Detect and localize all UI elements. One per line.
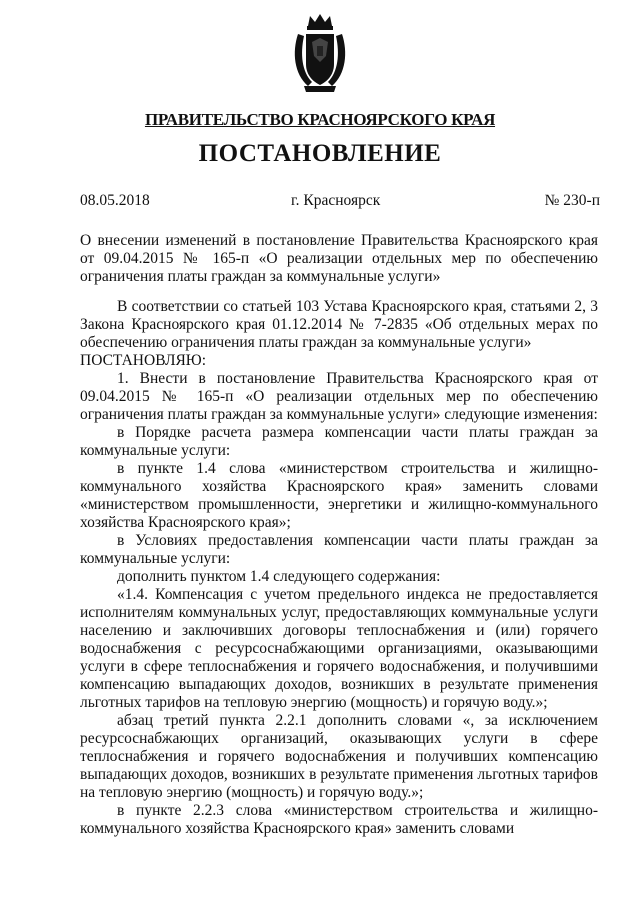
body-paragraph: дополнить пунктом 1.4 следующего содержания: [117, 568, 441, 585]
body-paragraph: в Условиях предоставления компенсации части платы граждан за коммунальные услуги: [80, 532, 598, 567]
document-body [80, 298, 598, 838]
body-paragraph: «1.4. Компенсация с учетом предельного индекса не предоставляется исполнителям коммунальных услуг, предоставляющих коммунальные услуги населению и заключивших договоры теплоснабжения и (или) горячего водоснабжения с ресурсоснабжающими организациями, оказывающими услуги в сфере теплоснабжения и горячего водоснабжения, и получившими компенсацию выпадающих доходов, возникших в результате применения льготных тарифов на тепловую энергию (мощность) и горячую воду.»; [80, 586, 598, 711]
document-number: № 230-п [544, 192, 600, 209]
document-subject: О внесении изменений в постановление Правительства Красноярского края от 09.04.2015 № 165-п «О реализации отдельных мер по обеспечению ограничения платы граждан за коммунальные услуги» [80, 232, 598, 285]
document-date: 08.05.2018 [80, 192, 150, 209]
body-paragraph: ПОСТАНОВЛЯЮ: [80, 352, 207, 369]
document-type: ПОСТАНОВЛЕНИЕ [198, 140, 442, 167]
organization-name: ПРАВИТЕЛЬСТВО КРАСНОЯРСКОГО КРАЯ [144, 110, 496, 129]
body-paragraph: в Порядке расчета размера компенсации части платы граждан за коммунальные услуги: [80, 424, 598, 459]
body-paragraph: В соответствии со статьей 103 Устава Красноярского края, статьями 2, 3 Закона Красноярского края 01.12.2014 № 7-2835 «Об отдельных мерах по обеспечению ограничения платы граждан за коммунальные услуги» [80, 298, 598, 351]
document-city: г. Красноярск [291, 192, 381, 209]
body-paragraph: в пункте 2.2.3 слова «министерством строительства и жилищно-коммунального хозяйства Красноярского края» заменить словами [80, 802, 598, 837]
body-paragraph: абзац третий пункта 2.2.1 дополнить словами «, за исключением ресурсоснабжающих организаций, оказывающих услуги в сфере теплоснабжения и горячего водоснабжения и получивших компенсацию выпадающих доходов, возникших в результате применения льготных тарифов на тепловую энергию (мощность) и горячую воду.»; [80, 712, 598, 801]
coat-of-arms-icon [290, 12, 350, 96]
body-paragraph: в пункте 1.4 слова «министерством строительства и жилищно-коммунального хозяйства Красноярского края» заменить словами «министерством промышленности, энергетики и жилищно-коммунального хозяйства Красноярского края»; [80, 460, 598, 531]
body-paragraph: 1. Внести в постановление Правительства Красноярского края от 09.04.2015 № 165-п «О реализации отдельных мер по обеспечению ограничения платы граждан за коммунальные услуги» следующие изменения: [80, 370, 598, 423]
